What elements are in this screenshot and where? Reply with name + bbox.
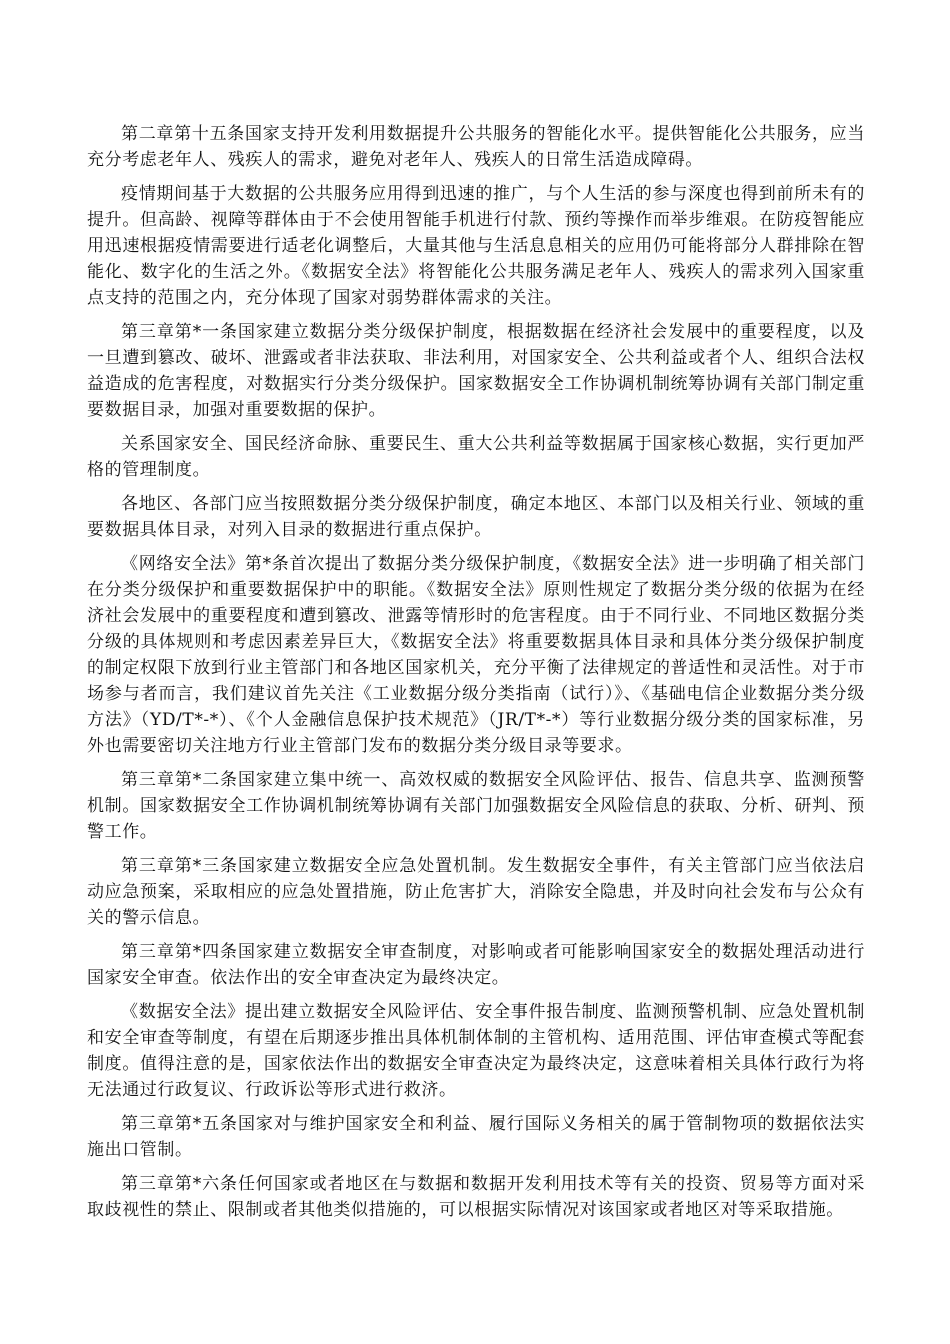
paragraph-commentary-security-review: 《数据安全法》提出建立数据安全风险评估、安全事件报告制度、监测预警机制、应急处置机制和安全审查等制度，有望在后期逐步推出具体机制体制的主管机构、适用范围、评估审查模式等配套制度。值得注意的是，国家依法作出的数据安全审查决定为最终决定，这意味着相关具体行政行为将无法通过行政复议、行政诉讼等形式进行救济。 [87,1002,865,1100]
paragraph-commentary-classification: 《网络安全法》第*条首次提出了数据分类分级保护制度，《数据安全法》进一步明确了相关部门在分类分级保护和重要数据保护中的职能。《数据安全法》原则性规定了数据分类分级的依据为在经济社会发展中的重要程度和遭到篡改、泄露等情形时的危害程度。由于不同行业、不同地区数据分类分级的具体规则和考虑因素差异巨大，《数据安全法》将重要数据具体目录和具体分类分级保护制度的制定权限下放到行业主管部门和各地区国家机关，充分平衡了法律规定的普适性和灵活性。对于市场参与者而言，我们建议首先关注《工业数据分级分类指南（试行）》、《基础电信企业数据分类分级方法》（YD/T*-*）、《个人金融信息保护技术规范》（JR/T*-*）等行业数据分级分类的国家标准，另外也需要密切关注地方行业主管部门发布的数据分类分级目录等要求。 [87,554,865,756]
paragraph-article-21: 第三章第*一条国家建立数据分类分级保护制度，根据数据在经济社会发展中的重要程度，以及一旦遭到篡改、破坏、泄露或者非法获取、非法利用，对国家安全、公共利益或者个人、组织合法权益造成的危害程度，对数据实行分类分级保护。国家数据安全工作协调机制统筹协调有关部门制定重要数据目录，加强对重要数据的保护。 [87,322,865,420]
paragraph-article-23: 第三章第*三条国家建立数据安全应急处置机制。发生数据安全事件，有关主管部门应当依法启动应急预案，采取相应的应急处置措施，防止危害扩大，消除安全隐患，并及时向社会发布与公众有关的警示信息。 [87,856,865,928]
paragraph-article-24: 第三章第*四条国家建立数据安全审查制度，对影响或者可能影响国家安全的数据处理活动进行国家安全审查。依法作出的安全审查决定为最终决定。 [87,942,865,988]
paragraph-article-22: 第三章第*二条国家建立集中统一、高效权威的数据安全风险评估、报告、信息共享、监测预警机制。国家数据安全工作协调机制统筹协调有关部门加强数据安全风险信息的获取、分析、研判、预警工作。 [87,770,865,842]
paragraph-article-25: 第三章第*五条国家对与维护国家安全和利益、履行国际义务相关的属于管制物项的数据依法实施出口管制。 [87,1114,865,1160]
paragraph-commentary-public-services: 疫情期间基于大数据的公共服务应用得到迅速的推广，与个人生活的参与深度也得到前所未有的提升。但高龄、视障等群体由于不会使用智能手机进行付款、预约等操作而举步维艰。在防疫智能应用迅速根据疫情需要进行适老化调整后，大量其他与生活息息相关的应用仍可能将部分人群排除在智能化、数字化的生活之外。《数据安全法》将智能化公共服务满足老年人、残疾人的需求列入国家重点支持的范围之内，充分体现了国家对弱势群体需求的关注。 [87,184,865,308]
paragraph-core-data: 关系国家安全、国民经济命脉、重要民生、重大公共利益等数据属于国家核心数据，实行更加严格的管理制度。 [87,434,865,480]
paragraph-regional-catalog: 各地区、各部门应当按照数据分类分级保护制度，确定本地区、本部门以及相关行业、领域的重要数据具体目录，对列入目录的数据进行重点保护。 [87,494,865,540]
document-page [87,121,865,1231]
paragraph-article-15: 第二章第十五条国家支持开发利用数据提升公共服务的智能化水平。提供智能化公共服务，应当充分考虑老年人、残疾人的需求，避免对老年人、残疾人的日常生活造成障碍。 [87,124,865,170]
paragraph-article-26: 第三章第*六条任何国家或者地区在与数据和数据开发利用技术等有关的投资、贸易等方面对采取歧视性的禁止、限制或者其他类似措施的，可以根据实际情况对该国家或者地区对等采取措施。 [87,1174,865,1220]
